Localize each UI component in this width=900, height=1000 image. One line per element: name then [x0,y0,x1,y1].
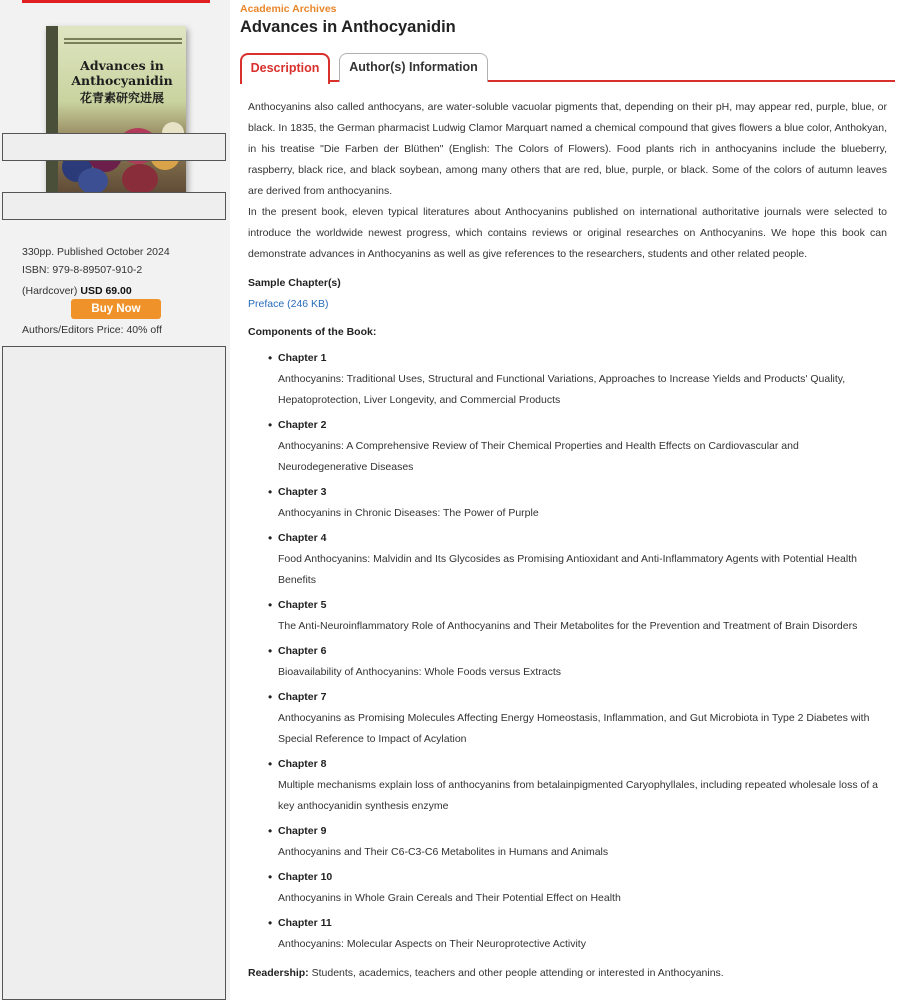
buy-now-button[interactable]: Buy Now [71,299,161,319]
chapter-list [248,348,887,955]
chapter-number: • Chapter 6 [278,645,327,657]
components-heading: Components of the Book: [248,326,377,338]
list-item [278,482,887,524]
chapter-title: Food Anthocyanins: Malvidin and Its Glycosides as Promising Antioxidant and Anti-Inflammatory Agents with Potential Health Benefits [278,553,857,586]
preface-link[interactable]: Preface (246 KB) [248,298,329,310]
chapter-title: Anthocyanins and Their C6-C3-C6 Metabolites in Humans and Animals [278,846,609,858]
chapter-title: Anthocyanins: A Comprehensive Review of Their Chemical Properties and Health Effects on Cardiovascular and Neurodegenerative Diseases [278,440,799,473]
list-item [278,641,887,683]
book-format: (Hardcover) [22,285,78,297]
sidebar-placeholder-3 [2,346,226,1000]
sidebar-placeholder-1 [2,133,226,161]
breadcrumb[interactable]: Academic Archives [240,3,337,15]
cover-header-lines [64,38,182,44]
chapter-title: Multiple mechanisms explain loss of anthocyanins from betalainpigmented Caryophyllales, including repeated wholesale loss of a key anthocyanidin synthesis enzyme [278,779,878,812]
readership-label: Readership: [248,967,309,979]
chapter-number: • Chapter 4 [278,532,327,544]
readership-text: Students, academics, teachers and other people attending or interested in Anthocyanins. [311,967,724,979]
list-item [278,348,887,411]
tab-bar [240,53,895,82]
chapter-number: • Chapter 10 [278,871,333,883]
page-title: Advances in Anthocyanidin [240,18,456,36]
book-pages-published: 330pp. Published October 2024 [22,246,170,258]
chapter-title: Anthocyanins as Promising Molecules Affecting Energy Homeostasis, Inflammation, and Gut Microbiota in Type 2 Diabetes with Special Reference to Impact of Acylation [278,712,870,745]
sidebar [0,0,230,1000]
cover-spine [46,26,58,194]
chapter-title: Anthocyanins in Chronic Diseases: The Power of Purple [278,507,539,519]
tab-description[interactable]: Description [240,53,330,84]
cover-title-line2: Anthocyanidin [71,73,173,88]
book-cover-image[interactable] [46,26,186,194]
chapter-title: Anthocyanins: Molecular Aspects on Their Neuroprotective Activity [278,938,586,950]
chapter-number: • Chapter 9 [278,825,327,837]
list-item [278,754,887,817]
list-item [278,913,887,955]
chapter-number: • Chapter 5 [278,599,327,611]
sidebar-top-rule [22,0,210,3]
list-item [278,867,887,909]
book-isbn: ISBN: 979-8-89507-910-2 [22,264,143,276]
description-paragraph-1: Anthocyanins also called anthocyans, are water-soluble vacuolar pigments that, depending on their pH, may appear red, purple, blue, or black. In 1835, the German pharmacist Ludwig Clamor Marquart named a chemical compound that gives flowers a blue color, Anthokyan, in his treatise "Die Farben der Blüthen" (English: The Colors of Flowers). Food plants rich in anthocyanins include the blueberry, raspberry, black rice, and black soybean, among many others that are red, blue, purple, or black. Some of the colors of autumn leaves are derived from anthocyanins. [248,101,887,197]
authors-editors-price: Authors/Editors Price: 40% off [22,324,162,336]
chapter-title: The Anti-Neuroinflammatory Role of Anthocyanins and Their Metabolites for the Prevention and Treatment of Brain Disorders [278,620,858,632]
book-price: USD 69.00 [80,285,132,297]
list-item [278,528,887,591]
chapter-title: Anthocyanins: Traditional Uses, Structural and Functional Variations, Approaches to Increase Yields and Products' Quality, Hepatoprotection, Liver Longevity, and Commercial Products [278,373,846,406]
chapter-title: Bioavailability of Anthocyanins: Whole Foods versus Extracts [278,666,562,678]
book-price-line [22,285,132,297]
tab-author-information[interactable]: Author(s) Information [339,53,488,82]
description-paragraph-2: In the present book, eleven typical literatures about Anthocyanins published on international authoritative journals were selected to introduce the worldwide newest progress, which contains reviews or original researches on Anthocyanins. We hope this book can demonstrate advances in Anthocyanins as well as give references to the researchers, students and other related people. [248,206,887,260]
list-item [278,687,887,750]
chapter-title: Anthocyanins in Whole Grain Cereals and Their Potential Effect on Health [278,892,621,904]
chapter-number: • Chapter 8 [278,758,327,770]
chapter-number: • Chapter 3 [278,486,327,498]
chapter-number: • Chapter 7 [278,691,327,703]
list-item [278,595,887,637]
list-item [278,415,887,478]
list-item [278,821,887,863]
description-panel [248,97,887,984]
sample-chapters-heading: Sample Chapter(s) [248,277,341,289]
cover-title [60,58,184,88]
chapter-number: • Chapter 11 [278,917,332,929]
cover-title-cn: 花青素研究进展 [79,91,164,105]
chapter-number: • Chapter 1 [278,352,327,364]
cover-title-line1: Advances in [80,58,164,73]
chapter-number: • Chapter 2 [278,419,327,431]
readership [248,963,887,984]
sidebar-placeholder-2 [2,192,226,220]
